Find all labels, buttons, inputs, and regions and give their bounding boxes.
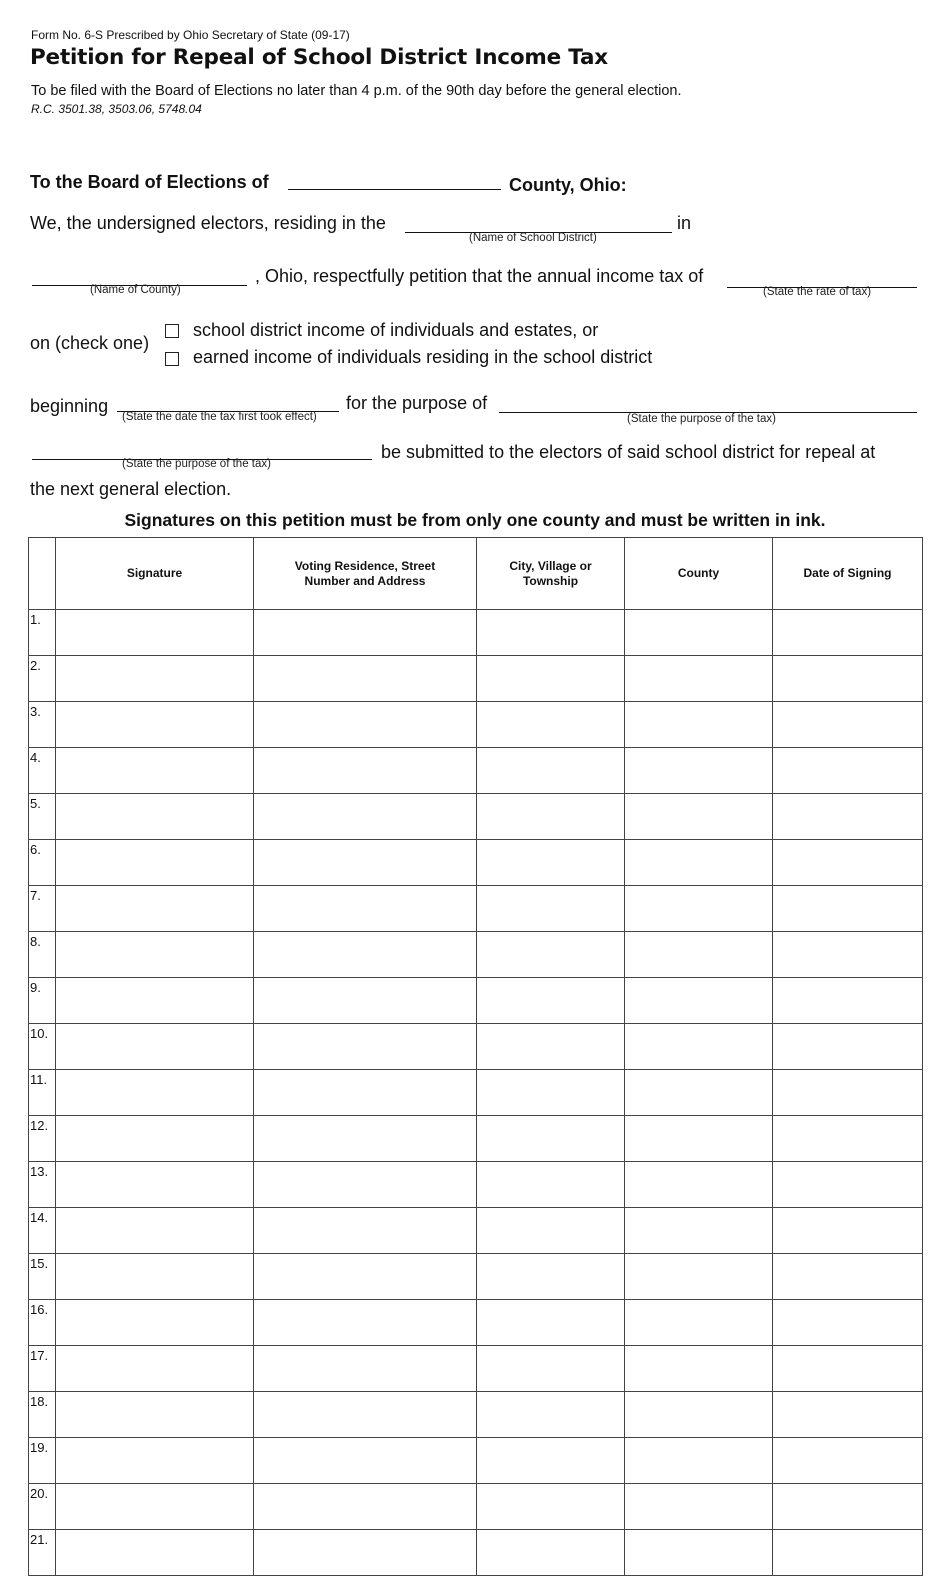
- column-header-county: County: [625, 538, 773, 610]
- city-cell[interactable]: [477, 1024, 625, 1070]
- date-cell[interactable]: [773, 702, 923, 748]
- table-row: [29, 840, 923, 886]
- table-row: [29, 1300, 923, 1346]
- signature-cell[interactable]: [56, 1116, 254, 1162]
- column-header-signature: Signature: [56, 538, 254, 610]
- county-cell[interactable]: [625, 978, 773, 1024]
- date-cell[interactable]: [773, 748, 923, 794]
- row-number: 3.: [29, 702, 56, 748]
- table-row: [29, 1254, 923, 1300]
- date-cell[interactable]: [773, 1438, 923, 1484]
- city-cell[interactable]: [477, 932, 625, 978]
- residence-cell[interactable]: [254, 978, 477, 1024]
- county-cell[interactable]: [625, 748, 773, 794]
- residence-cell[interactable]: [254, 1070, 477, 1116]
- row-number: 5.: [29, 794, 56, 840]
- city-cell[interactable]: [477, 1116, 625, 1162]
- residence-cell[interactable]: [254, 794, 477, 840]
- residence-cell[interactable]: [254, 1438, 477, 1484]
- to-board-label: To the Board of Elections of: [30, 172, 269, 192]
- county-name-hint: (Name of County): [90, 284, 181, 296]
- date-cell[interactable]: [773, 1254, 923, 1300]
- row-number: 21.: [29, 1530, 56, 1576]
- city-cell[interactable]: [477, 886, 625, 932]
- date-cell[interactable]: [773, 1070, 923, 1116]
- column-header-number: [29, 538, 56, 610]
- table-row: [29, 1438, 923, 1484]
- signature-notice: Signatures on this petition must be from only one county and must be written in ink.: [124, 510, 826, 530]
- date-cell[interactable]: [773, 840, 923, 886]
- signature-cell[interactable]: [56, 840, 254, 886]
- county-cell[interactable]: [625, 656, 773, 702]
- table-row: [29, 978, 923, 1024]
- row-number: 1.: [29, 610, 56, 656]
- column-header-city: City, Village or Township: [477, 538, 625, 610]
- in-label: in: [677, 213, 692, 233]
- residence-cell[interactable]: [254, 748, 477, 794]
- county-cell[interactable]: [625, 932, 773, 978]
- table-row: [29, 1116, 923, 1162]
- beginning-label: beginning: [30, 396, 109, 416]
- residence-cell[interactable]: [254, 1162, 477, 1208]
- city-cell[interactable]: [477, 656, 625, 702]
- signature-cell[interactable]: [56, 1254, 254, 1300]
- signature-cell[interactable]: [56, 702, 254, 748]
- signature-cell[interactable]: [56, 1208, 254, 1254]
- board-county-field[interactable]: [288, 189, 501, 190]
- city-cell[interactable]: [477, 1438, 625, 1484]
- school-district-hint: (Name of School District): [469, 232, 597, 244]
- table-row: [29, 1208, 923, 1254]
- option-1-label: school district income of individuals and estates, or: [193, 320, 599, 340]
- purpose-label: for the purpose of: [346, 393, 488, 413]
- county-cell[interactable]: [625, 1530, 773, 1576]
- row-number: 10.: [29, 1024, 56, 1070]
- effective-date-hint: (State the date the tax first took effect): [122, 411, 317, 423]
- date-cell[interactable]: [773, 1208, 923, 1254]
- table-header-row: [29, 538, 923, 610]
- table-row: [29, 1162, 923, 1208]
- table-row: [29, 610, 923, 656]
- residence-cell[interactable]: [254, 656, 477, 702]
- option-2-label: earned income of individuals residing in the school district: [193, 347, 653, 367]
- date-cell[interactable]: [773, 1484, 923, 1530]
- residence-cell[interactable]: [254, 702, 477, 748]
- date-cell[interactable]: [773, 1300, 923, 1346]
- residence-cell[interactable]: [254, 1300, 477, 1346]
- residence-cell[interactable]: [254, 1024, 477, 1070]
- county-cell[interactable]: [625, 1024, 773, 1070]
- residence-cell[interactable]: [254, 1392, 477, 1438]
- city-cell[interactable]: [477, 1070, 625, 1116]
- statute-reference: R.C. 3501.38, 3503.06, 5748.04: [31, 102, 202, 116]
- city-cell[interactable]: [477, 1300, 625, 1346]
- next-election-text: the next general election.: [30, 479, 232, 499]
- date-cell[interactable]: [773, 794, 923, 840]
- city-cell[interactable]: [477, 748, 625, 794]
- page-title: Petition for Repeal of School District Income Tax: [30, 45, 608, 70]
- signature-cell[interactable]: [56, 1300, 254, 1346]
- check-one-label: on (check one): [30, 333, 150, 353]
- county-cell[interactable]: [625, 1346, 773, 1392]
- form-number: Form No. 6-S Prescribed by Ohio Secretary of State (09-17): [31, 28, 350, 42]
- row-number: 7.: [29, 886, 56, 932]
- column-header-residence: Voting Residence, Street Number and Address: [254, 538, 477, 610]
- residence-cell[interactable]: [254, 1116, 477, 1162]
- purpose-hint-2: (State the purpose of the tax): [122, 458, 271, 470]
- signature-cell[interactable]: [56, 1438, 254, 1484]
- row-number: 2.: [29, 656, 56, 702]
- row-number: 13.: [29, 1162, 56, 1208]
- date-cell[interactable]: [773, 610, 923, 656]
- city-cell[interactable]: [477, 1162, 625, 1208]
- table-row: [29, 1024, 923, 1070]
- date-cell[interactable]: [773, 1116, 923, 1162]
- row-number: 12.: [29, 1116, 56, 1162]
- row-number: 16.: [29, 1300, 56, 1346]
- county-cell[interactable]: [625, 1116, 773, 1162]
- purpose-hint-1: (State the purpose of the tax): [627, 413, 776, 425]
- table-row: [29, 1530, 923, 1576]
- row-number: 9.: [29, 978, 56, 1024]
- signature-cell[interactable]: [56, 656, 254, 702]
- row-number: 6.: [29, 840, 56, 886]
- date-cell[interactable]: [773, 1024, 923, 1070]
- option-1-checkbox[interactable]: [165, 324, 179, 338]
- signature-cell[interactable]: [56, 610, 254, 656]
- city-cell[interactable]: [477, 794, 625, 840]
- row-number: 14.: [29, 1208, 56, 1254]
- table-row: [29, 1484, 923, 1530]
- signature-cell[interactable]: [56, 1392, 254, 1438]
- city-cell[interactable]: [477, 1392, 625, 1438]
- row-number: 19.: [29, 1438, 56, 1484]
- ohio-respectfully-text: , Ohio, respectfully petition that the annual income tax of: [255, 266, 704, 286]
- residence-cell[interactable]: [254, 886, 477, 932]
- city-cell[interactable]: [477, 1484, 625, 1530]
- table-row: [29, 702, 923, 748]
- table-row: [29, 1070, 923, 1116]
- county-cell[interactable]: [625, 1162, 773, 1208]
- signature-cell[interactable]: [56, 1530, 254, 1576]
- filing-instruction: To be filed with the Board of Elections no later than 4 p.m. of the 90th day before the general election.: [31, 83, 682, 99]
- submitted-text: be submitted to the electors of said school district for repeal at: [381, 442, 876, 462]
- signature-cell[interactable]: [56, 794, 254, 840]
- date-cell[interactable]: [773, 1530, 923, 1576]
- row-number: 20.: [29, 1484, 56, 1530]
- county-cell[interactable]: [625, 610, 773, 656]
- county-cell[interactable]: [625, 1438, 773, 1484]
- city-cell[interactable]: [477, 978, 625, 1024]
- county-cell[interactable]: [625, 702, 773, 748]
- date-cell[interactable]: [773, 656, 923, 702]
- residence-cell[interactable]: [254, 1346, 477, 1392]
- county-cell[interactable]: [625, 886, 773, 932]
- city-cell[interactable]: [477, 1254, 625, 1300]
- table-row: [29, 748, 923, 794]
- county-cell[interactable]: [625, 1484, 773, 1530]
- table-row: [29, 1346, 923, 1392]
- county-cell[interactable]: [625, 840, 773, 886]
- table-row: [29, 886, 923, 932]
- table-row: [29, 794, 923, 840]
- row-number: 8.: [29, 932, 56, 978]
- county-cell[interactable]: [625, 1208, 773, 1254]
- undersigned-text: We, the undersigned electors, residing in the: [30, 213, 386, 233]
- county-cell[interactable]: [625, 1070, 773, 1116]
- county-cell[interactable]: [625, 1300, 773, 1346]
- residence-cell[interactable]: [254, 1208, 477, 1254]
- row-number: 4.: [29, 748, 56, 794]
- signature-cell[interactable]: [56, 1070, 254, 1116]
- county-cell[interactable]: [625, 1254, 773, 1300]
- city-cell[interactable]: [477, 610, 625, 656]
- residence-cell[interactable]: [254, 1254, 477, 1300]
- row-number: 15.: [29, 1254, 56, 1300]
- date-cell[interactable]: [773, 1346, 923, 1392]
- date-cell[interactable]: [773, 886, 923, 932]
- residence-cell[interactable]: [254, 840, 477, 886]
- residence-cell[interactable]: [254, 610, 477, 656]
- signature-table: [28, 537, 923, 1576]
- signature-cell[interactable]: [56, 978, 254, 1024]
- signature-cell[interactable]: [56, 748, 254, 794]
- row-number: 11.: [29, 1070, 56, 1116]
- city-cell[interactable]: [477, 840, 625, 886]
- date-cell[interactable]: [773, 1162, 923, 1208]
- city-cell[interactable]: [477, 702, 625, 748]
- signature-cell[interactable]: [56, 886, 254, 932]
- option-2-checkbox[interactable]: [165, 352, 179, 366]
- date-cell[interactable]: [773, 978, 923, 1024]
- table-row: [29, 656, 923, 702]
- residence-cell[interactable]: [254, 932, 477, 978]
- city-cell[interactable]: [477, 1208, 625, 1254]
- signature-cell[interactable]: [56, 1346, 254, 1392]
- signature-cell[interactable]: [56, 932, 254, 978]
- row-number: 17.: [29, 1346, 56, 1392]
- signature-cell[interactable]: [56, 1162, 254, 1208]
- table-row: [29, 1392, 923, 1438]
- table-row: [29, 932, 923, 978]
- residence-cell[interactable]: [254, 1530, 477, 1576]
- date-cell[interactable]: [773, 1392, 923, 1438]
- city-cell[interactable]: [477, 1530, 625, 1576]
- column-header-date: Date of Signing: [773, 538, 923, 610]
- signature-cell[interactable]: [56, 1024, 254, 1070]
- signature-cell[interactable]: [56, 1484, 254, 1530]
- tax-rate-hint: (State the rate of tax): [763, 286, 872, 298]
- city-cell[interactable]: [477, 1346, 625, 1392]
- county-ohio-label: County, Ohio:: [509, 175, 627, 195]
- county-cell[interactable]: [625, 794, 773, 840]
- residence-cell[interactable]: [254, 1484, 477, 1530]
- county-cell[interactable]: [625, 1392, 773, 1438]
- row-number: 18.: [29, 1392, 56, 1438]
- date-cell[interactable]: [773, 932, 923, 978]
